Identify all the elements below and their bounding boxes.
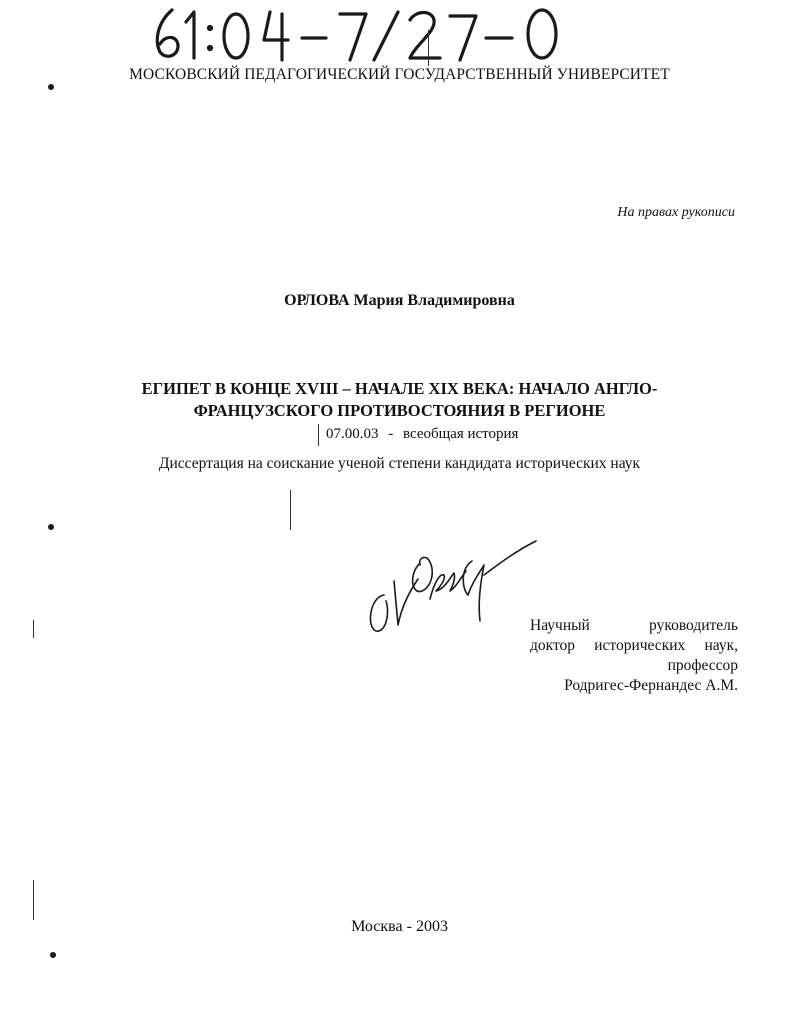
city-year: Москва - 2003 xyxy=(351,918,448,935)
signature-icon xyxy=(360,535,540,635)
title-line: ФРАНЦУЗСКОГО ПРОТИВОСТОЯНИЯ В РЕГИОНЕ xyxy=(193,401,606,420)
author-name: ОРЛОВА Мария Владимировна xyxy=(284,292,515,309)
scan-mark-line xyxy=(428,30,429,66)
handwritten-catalog-number xyxy=(150,2,610,66)
dissertation-title xyxy=(0,378,799,422)
supervisor-role-word: руководитель xyxy=(649,617,738,634)
binder-hole-dot xyxy=(48,524,54,530)
specialty-code: 07.00.03 xyxy=(326,426,379,442)
supervisor-degree: доктор исторических наук, xyxy=(530,637,738,654)
degree-statement: Диссертация на соискание ученой степени кандидата исторических наук xyxy=(158,455,641,472)
scan-mark-line xyxy=(290,490,291,530)
binder-hole-dot xyxy=(48,84,54,90)
specialty xyxy=(326,426,524,443)
university-name: МОСКОВСКИЙ ПЕДАГОГИЧЕСКИЙ ГОСУДАРСТВЕННЫЙ УНИВЕРСИТЕТ xyxy=(129,66,670,83)
supervisor-block xyxy=(530,616,738,696)
specialty-name: всеобщая история xyxy=(403,426,519,442)
supervisor-title: профессор xyxy=(667,657,738,674)
specialty-dash: - xyxy=(388,426,394,442)
scan-margin-mark xyxy=(33,620,34,638)
title-line: ЕГИПЕТ В КОНЦЕ XVIII – НАЧАЛЕ XIX ВЕКА: НАЧАЛО АНГЛО- xyxy=(141,379,658,398)
scan-margin-mark xyxy=(33,880,34,920)
manuscript-rights-note: На правах рукописи xyxy=(617,205,735,220)
binder-hole-dot xyxy=(50,952,56,958)
scan-mark-line xyxy=(318,424,319,446)
supervisor-name: Родригес-Фернандес А.М. xyxy=(564,677,738,694)
supervisor-role-word: Научный xyxy=(530,617,590,634)
supervisor-role xyxy=(530,616,738,636)
